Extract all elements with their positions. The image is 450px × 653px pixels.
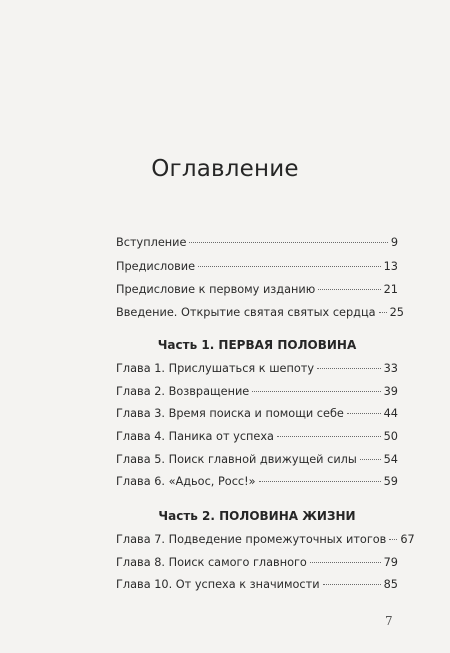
toc-entry-page: 79 (383, 556, 398, 569)
toc-entry (116, 578, 398, 592)
toc-entry-page: 21 (383, 283, 398, 296)
toc-entry (116, 283, 398, 297)
dot-leader (252, 391, 380, 392)
toc-entry (116, 533, 415, 547)
dot-leader (360, 459, 381, 460)
toc-entry (116, 453, 398, 467)
toc-entry (116, 385, 398, 399)
dot-leader (379, 312, 387, 313)
dot-leader (198, 266, 381, 267)
toc-entry-page: 13 (383, 260, 398, 273)
toc-entry-page: 67 (400, 533, 415, 546)
page-title: Оглавление (151, 156, 299, 182)
dot-leader (259, 481, 381, 482)
toc-entry-page: 39 (383, 385, 398, 398)
toc-entry-label: Предисловие к первому изданию (116, 283, 316, 296)
toc-entry-label: Вступление (116, 236, 187, 249)
toc-entry (116, 236, 398, 250)
toc-entry-label: Глава 7. Подведение промежуточных итогов (116, 533, 387, 546)
toc-entry-page: 50 (383, 430, 398, 443)
toc-entry-page: 44 (383, 407, 398, 420)
dot-leader (277, 436, 381, 437)
toc-entry-label: Глава 3. Время поиска и помощи себе (116, 407, 344, 420)
toc-entry-label: Глава 8. Поиск самого главного (116, 556, 307, 569)
toc-entry-label: Глава 10. От успеха к значимости (116, 578, 320, 591)
dot-leader (389, 539, 397, 540)
toc-entry (116, 430, 398, 444)
dot-leader (317, 368, 381, 369)
toc-entry-page: 54 (383, 453, 398, 466)
toc-entry-label: Глава 6. «Адьос, Росс!» (116, 475, 256, 488)
page-number: 7 (385, 614, 393, 628)
toc-entry (116, 306, 404, 320)
toc-entry (116, 475, 398, 489)
toc-entry-label: Предисловие (116, 260, 196, 273)
toc-entry-label: Глава 5. Поиск главной движущей силы (116, 453, 357, 466)
dot-leader (323, 584, 381, 585)
dot-leader (318, 289, 380, 290)
part-heading: Часть 1. ПЕРВАЯ ПОЛОВИНА (157, 338, 357, 352)
toc-entry (116, 260, 398, 274)
toc-entry-label: Глава 1. Прислушаться к шепоту (116, 362, 315, 375)
part-heading: Часть 2. ПОЛОВИНА ЖИЗНИ (158, 509, 356, 523)
toc-entry-label: Глава 2. Возвращение (116, 385, 250, 398)
toc-entry-label: Глава 4. Паника от успеха (116, 430, 274, 443)
toc-entry (116, 362, 398, 376)
toc-entry (116, 556, 398, 570)
dot-leader (310, 562, 381, 563)
toc-entry-page: 9 (390, 236, 398, 249)
toc-entry (116, 407, 398, 421)
toc-entry-label: Введение. Открытие святая святых сердца (116, 306, 376, 319)
toc-entry-page: 33 (383, 362, 398, 375)
toc-entry-page: 59 (383, 475, 398, 488)
toc-entry-page: 25 (389, 306, 404, 319)
toc-entry-page: 85 (383, 578, 398, 591)
dot-leader (347, 413, 381, 414)
dot-leader (189, 242, 387, 243)
